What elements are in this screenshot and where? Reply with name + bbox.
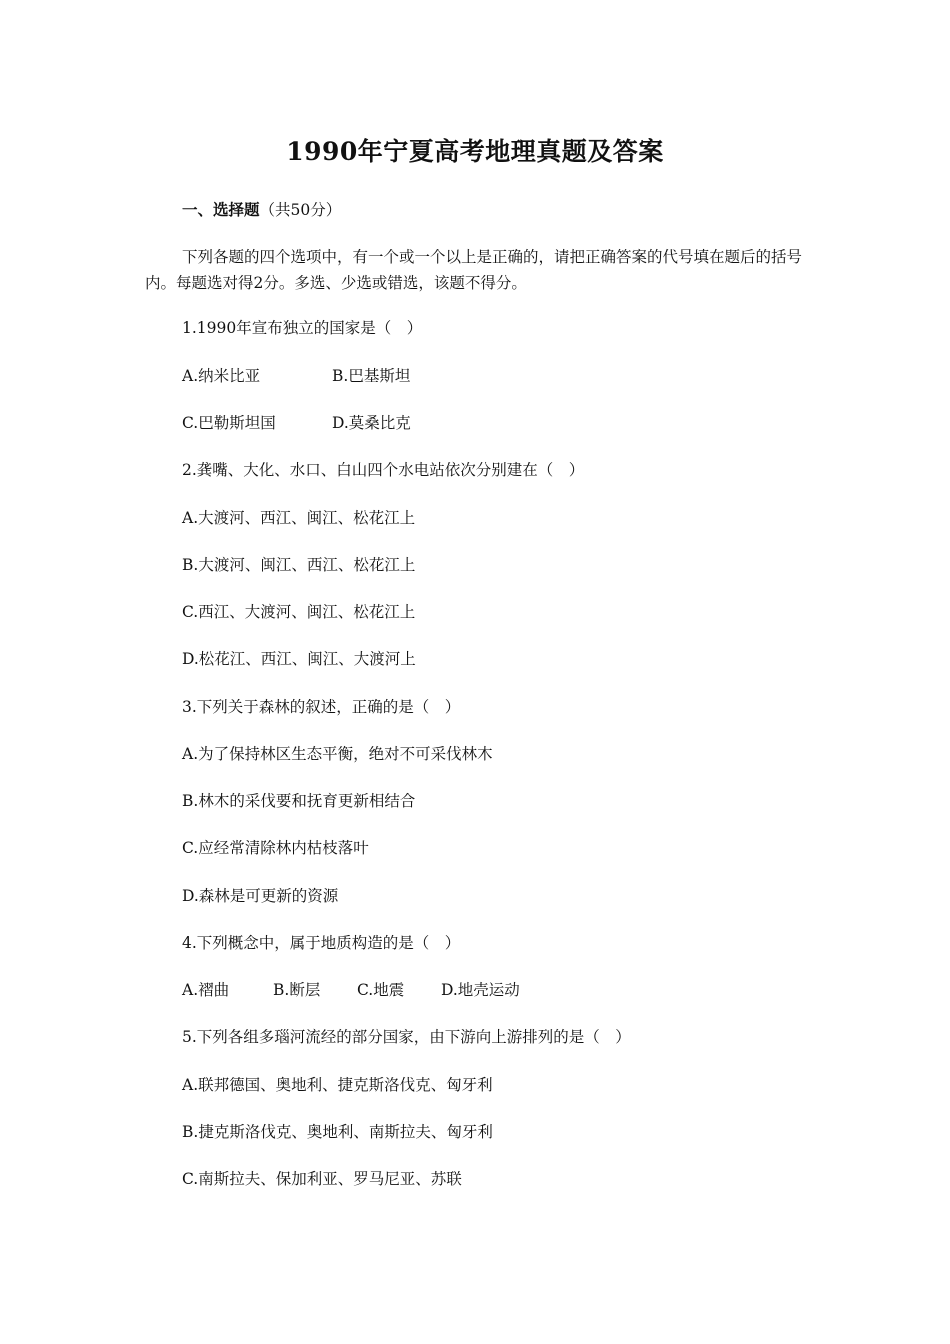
- question-4-option-b: B.断层: [273, 981, 321, 999]
- question-4-option-a: A.褶曲: [182, 981, 230, 999]
- question-3-option-b: B.林木的采伐要和抚育更新相结合: [182, 792, 416, 810]
- question-2-stem: 2.龚嘴、大化、水口、白山四个水电站依次分别建在（ ）: [182, 461, 585, 479]
- question-4-stem: 4.下列概念中，属于地质构造的是（ ）: [182, 934, 461, 952]
- question-1-options-row-1: [182, 366, 411, 386]
- section-heading-label: 一、选择题: [182, 200, 260, 219]
- question-3-stem: 3.下列关于森林的叙述，正确的是（ ）: [182, 698, 461, 716]
- question-4-option-d: D.地壳运动: [441, 981, 520, 999]
- question-2-option-c: C.西江、大渡河、闽江、松花江上: [182, 603, 416, 621]
- question-5-stem: 5.下列各组多瑙河流经的部分国家，由下游向上游排列的是（ ）: [182, 1028, 631, 1046]
- question-1-stem: 1.1990年宣布独立的国家是（ ）: [182, 319, 423, 337]
- question-5-option-b: B.捷克斯洛伐克、奥地利、南斯拉夫、匈牙利: [182, 1123, 493, 1141]
- section-heading-score: （共50分）: [259, 201, 342, 219]
- question-2-option-a: A.大渡河、西江、闽江、松花江上: [182, 509, 416, 527]
- question-1-options-row-2: [182, 413, 411, 433]
- question-1-option-a: A.纳米比亚: [182, 367, 261, 385]
- question-4-option-c: C.地震: [357, 981, 405, 999]
- question-3-option-a: A.为了保持林区生态平衡，绝对不可采伐林木: [182, 745, 493, 763]
- question-1-option-b: B.巴基斯坦: [332, 367, 411, 385]
- question-2-option-d: D.松花江、西江、闽江、大渡河上: [182, 650, 416, 668]
- question-4-options-row: [182, 980, 520, 1000]
- question-3-option-d: D.森林是可更新的资源: [182, 887, 339, 905]
- question-5-option-c: C.南斯拉夫、保加利亚、罗马尼亚、苏联: [182, 1170, 462, 1188]
- section-instructions: 下列各题的四个选项中，有一个或一个以上是正确的，请把正确答案的代号填在题后的括号内。每题选对得2分。多选、少选或错选，该题不得分。: [145, 248, 803, 292]
- question-1-option-c: C.巴勒斯坦国: [182, 414, 276, 432]
- question-1-option-d: D.莫桑比克: [332, 414, 411, 432]
- document-title: 1990年宁夏高考地理真题及答案: [286, 137, 664, 166]
- section-heading: [182, 200, 341, 220]
- question-5-option-a: A.联邦德国、奥地利、捷克斯洛伐克、匈牙利: [182, 1076, 493, 1094]
- question-2-option-b: B.大渡河、闽江、西江、松花江上: [182, 556, 416, 574]
- question-3-option-c: C.应经常清除林内枯枝落叶: [182, 839, 369, 857]
